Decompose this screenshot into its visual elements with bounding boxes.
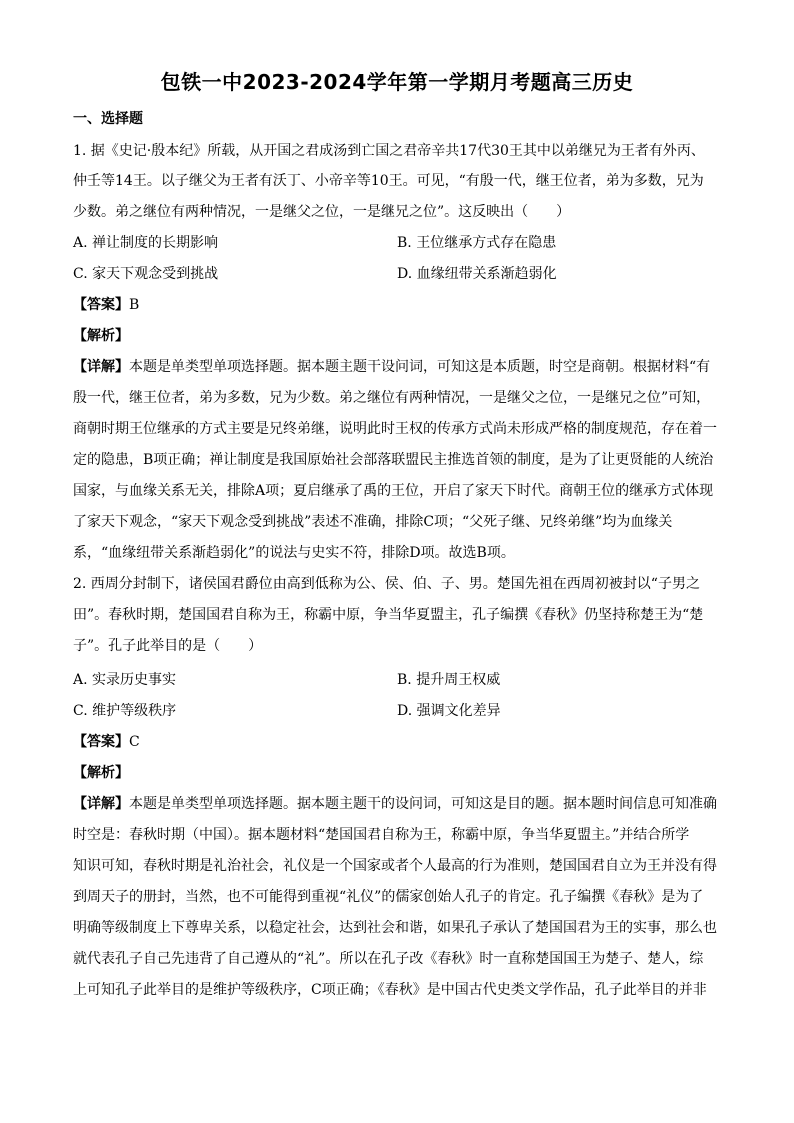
q1-detail-line: 系，“血缘纽带关系渐趋弱化”的说法与史实不符，排除D项。故选B项。 [73,545,515,561]
q2-option-b: B. 提升周王权威 [397,672,501,688]
q1-option-c: C. 家天下观念受到挑战 [73,266,219,282]
q2-answer [73,733,140,751]
answer-value: C [129,734,140,750]
q1-stem-line: 少数。弟之继位有两种情况，一是继父之位，一是继兄之位”。这反映出（ ） [73,204,571,220]
detail-tag: 【详解】 [73,796,129,812]
q2-stem-line: 2. 西周分封制下，诸侯国君爵位由高到低称为公、侯、伯、子、男。楚国先祖在西周初被封以“子男之 [73,576,700,592]
q1-answer [73,296,139,314]
q2-analysis-tag: 【解析】 [73,765,129,781]
q1-option-d: D. 血缘纽带关系渐趋弱化 [397,266,557,282]
detail-text: 本题是单类型单项选择题。据本题主题干设问词，可知这是本质题，时空是商朝。根据材料“有 [129,359,711,375]
q1-detail-line: 商朝时期王位继承的方式主要是兄终弟继，说明此时王权的传承方式尚未形成严格的制度规范，存在着一 [73,421,717,437]
q2-detail-line: 明确等级制度上下尊卑关系，以稳定社会，达到社会和谐，如果孔子承认了楚国国君为王的实事，那么也 [73,920,717,936]
q2-option-d: D. 强调文化差异 [397,703,501,719]
answer-tag: 【答案】 [73,734,129,750]
q2-detail-line: 上可知孔子此举目的是维护等级秩序，C项正确；《春秋》是中国古代史类文学作品，孔子此举目的并非 [73,982,707,998]
q1-detail-line: 定的隐患，B项正确；禅让制度是我国原始社会部落联盟民主推选首领的制度，是为了让更贤能的人统治 [73,452,714,468]
q1-analysis-tag: 【解析】 [73,328,129,344]
q1-detail-line: 国家，与血缘关系无关，排除A项；夏启继承了禹的王位，开启了家天下时代。商朝王位的继承方式体现 [73,483,714,499]
q1-detail-line: 殷一代，继王位者，弟为多数，兄为少数。弟之继位有两种情况，一是继父之位，一是继兄之位”可知， [73,390,711,406]
q2-option-c: C. 维护等级秩序 [73,703,177,719]
q2-stem-line: 田”。春秋时期，楚国国君自称为王，称霸中原，争当华夏盟主，孔子编撰《春秋》仍坚持称楚王为“楚 [73,607,704,623]
q2-detail-line [73,795,717,813]
detail-text: 本题是单类型单项选择题。据本题主题干的设问词，可知这是目的题。据本题时间信息可知准确 [129,796,717,812]
q2-detail-line: 就代表孔子自己先违背了自己遵从的“礼”。所以在孔子改《春秋》时一直称楚国国王为楚子、楚人，综 [73,951,704,967]
q1-stem-line: 1. 据《史记·殷本纪》所载，从开国之君成汤到亡国之君帝辛共17代30王其中以弟继兄为王者有外丙、 [73,143,705,159]
q2-detail-line: 到周天子的册封，当然，也不可能得到重视“礼仪”的儒家创始人孔子的肯定。孔子编撰《春秋》是为了 [73,889,704,905]
q2-stem-line: 子”。孔子此举目的是（ ） [73,638,263,654]
q1-stem-line: 仲壬等14王。以子继父为王者有沃丁、小帝辛等10王。可见，“有殷一代，继王位者，弟为多数，兄为 [73,173,704,189]
answer-value: B [129,297,140,313]
q1-option-a: A. 禅让制度的长期影响 [73,235,219,251]
detail-tag: 【详解】 [73,359,129,375]
q1-detail-line: 了家天下观念，“家天下观念受到挑战”表述不准确，排除C项；“父死子继、兄终弟继”均为血缘关 [73,514,673,530]
section-heading: 一、选择题 [73,111,143,127]
answer-tag: 【答案】 [73,297,129,313]
q2-detail-line: 时空是：春秋时期（中国）。据本题材料“楚国国君自称为王，称霸中原，争当华夏盟主。”并结合所学 [73,827,690,843]
q1-detail-line [73,358,710,376]
page-title: 包铁一中2023-2024学年第一学期月考题高三历史 [160,70,634,94]
q2-detail-line: 知识可知，春秋时期是礼治社会，礼仪是一个国家或者个人最高的行为准则，楚国国君自立为王并没有得 [73,858,717,874]
q1-option-b: B. 王位继承方式存在隐患 [397,235,557,251]
q2-option-a: A. 实录历史事实 [73,672,177,688]
